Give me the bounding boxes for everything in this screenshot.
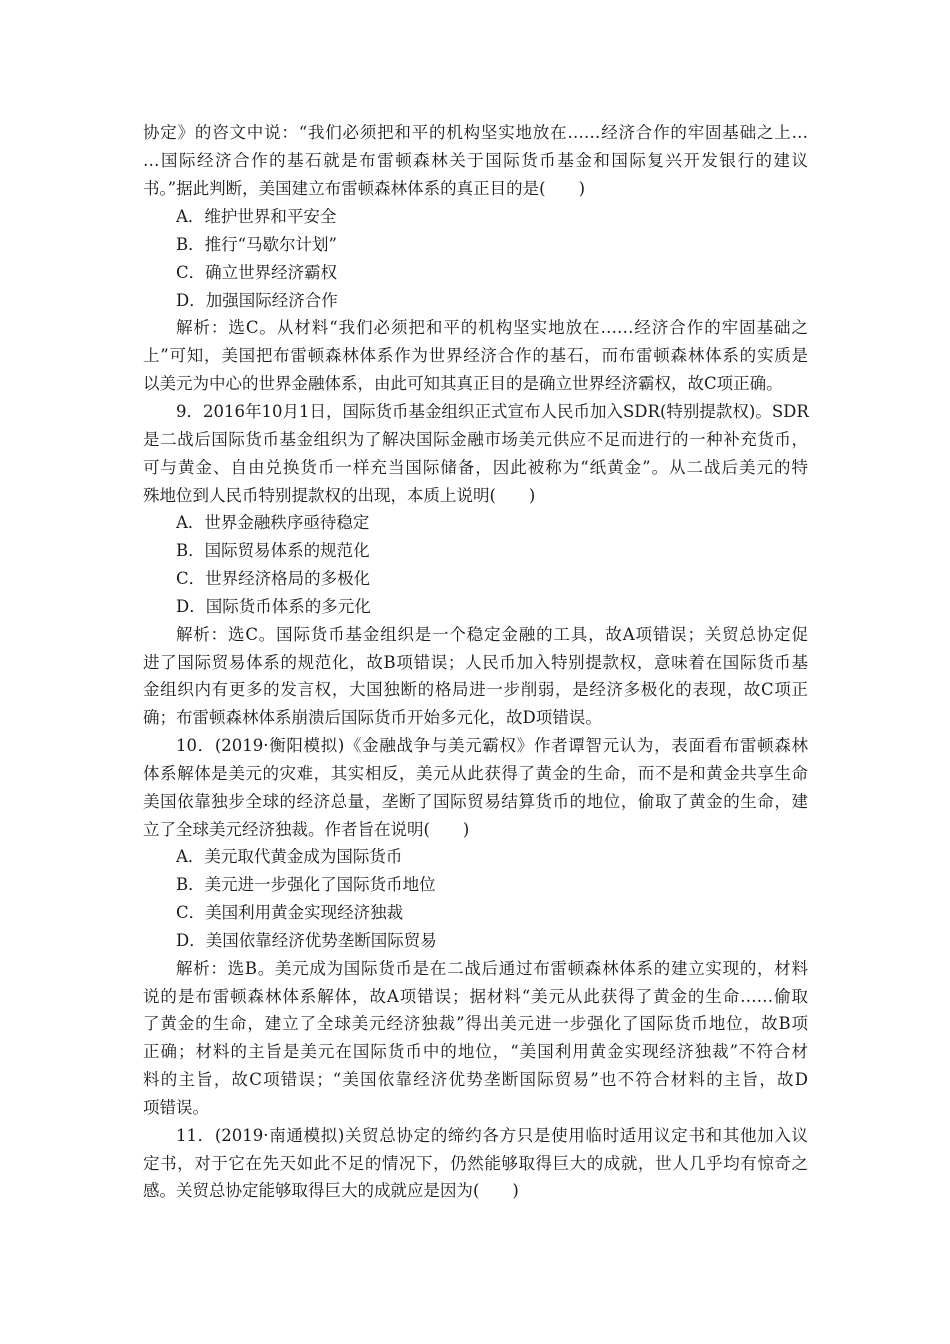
question-line: 美国依靠独步全球的经济总量，垄断了国际贸易结算货币的地位，偷取了黄金的生命，建 xyxy=(143,792,808,811)
option-c: C．确立世界经济霸权 xyxy=(176,263,338,282)
question-line: 11．(2019·南通模拟)关贸总协定的缔约各方只是使用临时适用议定书和其他加入议 xyxy=(176,1126,808,1145)
analysis-line: 确；布雷顿森林体系崩溃后国际货币开始多元化，故D项错误。 xyxy=(143,708,602,727)
question-line: 10．(2019·衡阳模拟)《金融战争与美元霸权》作者谭智元认为，表面看布雷顿森林 xyxy=(176,736,808,755)
analysis-line: 料的主旨，故C项错误；“美国依靠经济优势垄断国际贸易”也不符合材料的主旨，故D xyxy=(143,1070,808,1089)
analysis-line: 了黄金的生命，建立了全球美元经济独裁”得出美元进一步强化了国际货币地位，故B项 xyxy=(143,1014,808,1033)
question-line: 体系解体是美元的灾难，其实相反，美元从此获得了黄金的生命，而不是和黄金共享生命 xyxy=(143,764,808,783)
analysis-line: 正确；材料的主旨是美元在国际货币中的地位，“美国利用黄金实现经济独裁”不符合材 xyxy=(143,1042,808,1061)
option-a: A．维护世界和平安全 xyxy=(176,207,337,226)
analysis-line: 解析：选C。从材料“我们必须把和平的机构坚实地放在……经济合作的牢固基础之 xyxy=(176,318,808,337)
question-line: …国际经济合作的基石就是布雷顿森林关于国际货币基金和国际复兴开发银行的建议 xyxy=(143,151,808,170)
analysis-line: 金组织内有更多的发言权，大国独断的格局进一步削弱，是经济多极化的表现，故C项正 xyxy=(143,680,808,699)
option-c: C．世界经济格局的多极化 xyxy=(176,569,371,588)
analysis-line: 项错误。 xyxy=(143,1098,209,1117)
option-d: D．国际货币体系的多元化 xyxy=(176,597,371,616)
question-line: 感。关贸总协定能够取得巨大的成就应是因为( ) xyxy=(143,1181,519,1200)
option-b: B．美元进一步强化了国际货币地位 xyxy=(176,875,436,894)
analysis-line: 解析：选C。国际货币基金组织是一个稳定金融的工具，故A项错误；关贸总协定促 xyxy=(176,625,808,644)
option-b: B．国际贸易体系的规范化 xyxy=(176,541,370,560)
option-d: D．加强国际经济合作 xyxy=(176,291,338,310)
option-a: A．美元取代黄金成为国际货币 xyxy=(176,847,403,866)
option-a: A．世界金融秩序亟待稳定 xyxy=(176,513,370,532)
question-line: 是二战后国际货币基金组织为了解决国际金融市场美元供应不足而进行的一种补充货币， xyxy=(143,430,808,449)
question-line: 定书，对于它在先天如此不足的情况下，仍然能够取得巨大的成就，世人几乎均有惊奇之 xyxy=(143,1154,808,1173)
analysis-line: 进了国际贸易体系的规范化，故B项错误；人民币加入特别提款权，意味着在国际货币基 xyxy=(143,653,808,672)
analysis-line: 说的是布雷顿森林体系解体，故A项错误；据材料“美元从此获得了黄金的生命……偷取 xyxy=(143,987,808,1006)
option-b: B．推行“马歇尔计划” xyxy=(176,235,337,254)
analysis-line: 上”可知，美国把布雷顿森林体系作为世界经济合作的基石，而布雷顿森林体系的实质是 xyxy=(143,346,808,365)
analysis-line: 解析：选B。美元成为国际货币是在二战后通过布雷顿森林体系的建立实现的，材料 xyxy=(176,959,808,978)
question-line: 可与黄金、自由兑换货币一样充当国际储备，因此被称为“纸黄金”。从二战后美元的特 xyxy=(143,458,808,477)
question-line: 殊地位到人民币特别提款权的出现，本质上说明( ) xyxy=(143,486,536,505)
question-line: 立了全球美元经济独裁。作者旨在说明( ) xyxy=(143,820,470,839)
question-line: 书。”据此判断，美国建立布雷顿森林体系的真正目的是( ) xyxy=(143,179,586,198)
question-line: 9．2016年10月1日，国际货币基金组织正式宣布人民币加入SDR(特别提款权)。SDR xyxy=(176,402,809,421)
analysis-line: 以美元为中心的世界金融体系，由此可知其真正目的是确立世界经济霸权，故C项正确。 xyxy=(143,374,783,393)
question-line: 协定》的咨文中说：“我们必须把和平的机构坚实地放在……经济合作的牢固基础之上… xyxy=(143,123,808,142)
option-c: C．美国利用黄金实现经济独裁 xyxy=(176,903,404,922)
option-d: D．美国依靠经济优势垄断国际贸易 xyxy=(176,931,437,950)
